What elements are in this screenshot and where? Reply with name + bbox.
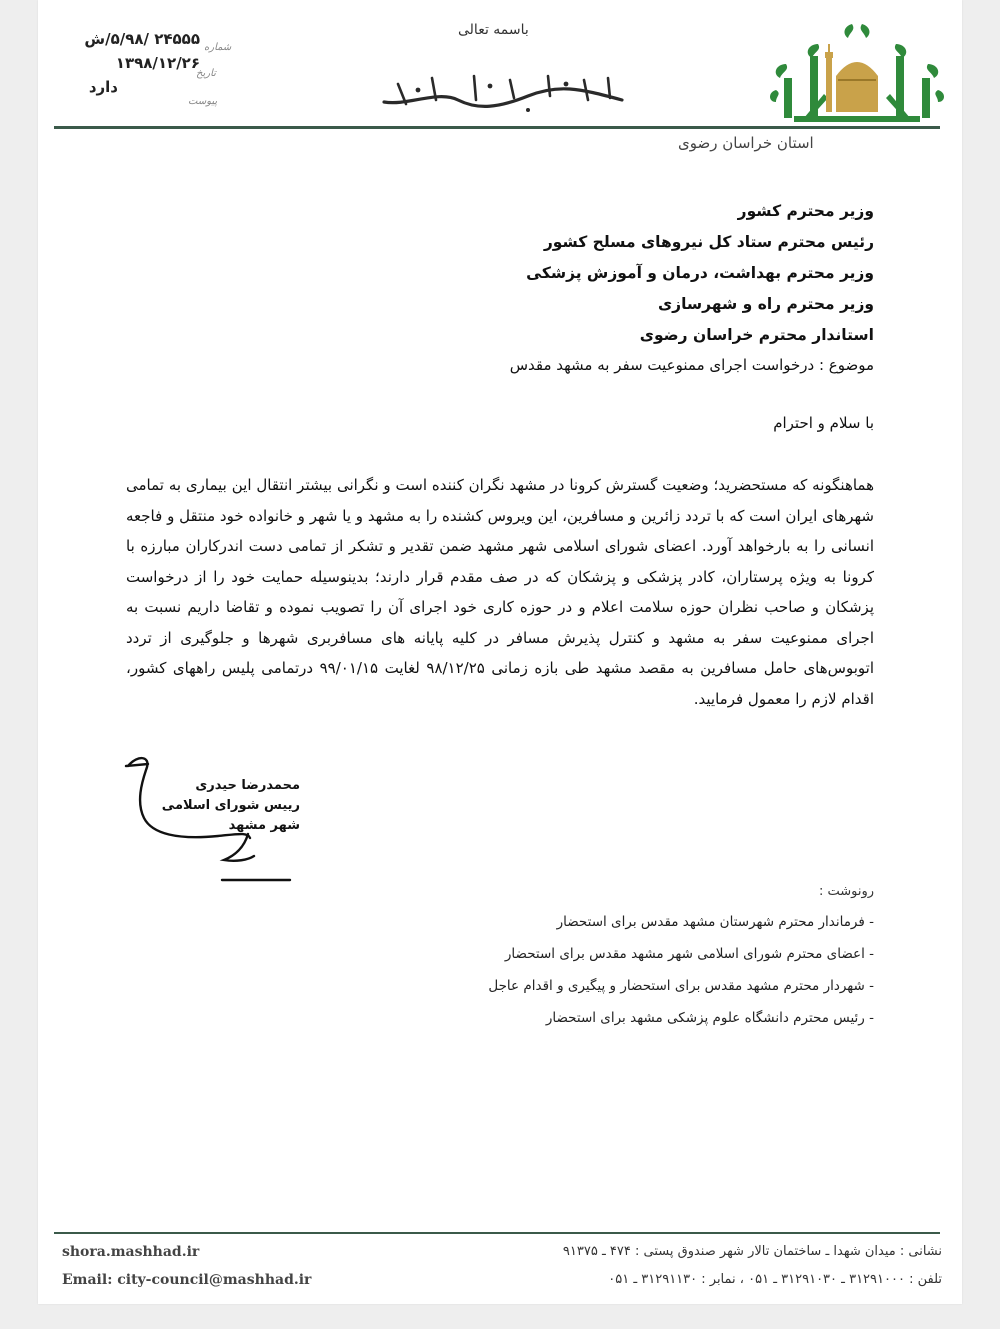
footer-phone: تلفن : ۳۱۲۹۱۰۰۰ ـ ۳۱۲۹۱۰۳۰ ـ ۰۵۱ ، نمابر : ۳۱۲۹۱۱۳۰ ـ ۰۵۱ <box>608 1272 942 1287</box>
addressee: رئیس محترم ستاد کل نیروهای مسلح کشور <box>543 233 874 251</box>
cc-title: رونوشت : <box>818 884 874 899</box>
addressee: وزیر محترم بهداشت، درمان و آموزش پزشکی <box>526 264 874 282</box>
cc-item: - اعضای محترم شورای اسلامی شهر مشهد مقدس برای استحضار <box>504 946 874 962</box>
footer-rule <box>54 1232 940 1234</box>
letter-number: ۲۴۵۵۵ /۵/۹۸/ش <box>84 30 200 48</box>
addressee: وزیر محترم کشور <box>737 202 874 220</box>
letter-page <box>38 0 962 1304</box>
footer-address: نشانی : میدان شهدا ـ ساختمان تالار شهر صندوق پستی : ۴۷۴ ـ ۹۱۳۷۵ <box>562 1244 942 1259</box>
tree-shrine-emblem-icon <box>764 18 950 126</box>
addressee: استاندار محترم خراسان رضوی <box>639 326 874 344</box>
addressee: وزیر محترم راه و شهرسازی <box>657 295 874 313</box>
council-logo <box>764 18 950 126</box>
cc-item: - رئیس محترم دانشگاه علوم پزشکی مشهد برای استحضار <box>545 1010 874 1026</box>
province-name: استان خراسان رضوی <box>678 134 814 152</box>
council-name-logotype <box>378 70 628 114</box>
cc-item: - شهردار محترم مشهد مقدس برای استحضار و پیگیری و اقدام عاجل <box>488 978 874 994</box>
date-label: تاریخ <box>196 68 216 79</box>
attachment-label: پیوست <box>188 96 218 107</box>
letter-body: هماهنگونه که مستحضرید؛ وضعیت گسترش کرونا در مشهد نگران کننده است و نگرانی بیشتر انتقال این بیماری به تمامی شهرهای ایران است که با تردد زائرین و مسافرین، این ویروس کشنده را به مشهد و یا شهر و خانواده خود منتقل و فاجعه انسانی را به بارخواهد آورد. اعضای شورای اسلامی شهر مشهد ضمن تقدیر و تشکر از تمامی دست اندرکاران مبارزه با کرونا به ویژه پرستاران، کادر پزشکی و پزشکان که در صف مقدم قرار دارند؛ بدینوسیله حمایت خود را از درخواست پزشکان و صاحب نظران حوزه سلامت اعلام و در حوزه کاری خود اجرای آن را تصویب نموده و تقاضا داریم نسبت به اجرای ممنوعیت سفر به مشهد و کنترل پذیرش مسافر در کلیه پایانه های مسافربری شهرها و جلوگیری از تردد اتوبوس‌های حامل مسافرین به مقصد مشهد طی بازه زمانی ۹۸/۱۲/۲۵ لغایت ۹۹/۰۱/۱۵ درتمامی پلیس راههای کشور، اقدام لازم را معمول فرمایید. <box>126 476 874 708</box>
cc-list <box>438 906 874 1034</box>
cc-item: - فرماندار محترم شهرستان مشهد مقدس برای استحضار <box>556 914 874 930</box>
letter-date: ۱۳۹۸/۱۲/۲۶ <box>115 54 200 72</box>
council-name-calligraphy <box>378 70 628 121</box>
letter-subject: موضوع : درخواست اجرای ممنوعیت سفر به مشهد مقدس <box>509 356 874 374</box>
basmala: باسمه تعالی <box>458 22 529 38</box>
attachment-value: دارد <box>88 78 118 96</box>
signature-block <box>128 776 300 836</box>
footer-website[interactable]: shora.mashhad.ir <box>62 1244 200 1260</box>
header-rule <box>54 126 940 129</box>
footer-email[interactable]: Email: city-council@mashhad.ir <box>62 1272 312 1288</box>
number-label: شماره <box>204 42 232 53</box>
signatory-name: محمدرضا حیدری <box>195 778 300 793</box>
letter-greeting: با سلام و احترام <box>773 414 874 432</box>
addressee-list <box>338 196 874 351</box>
signatory-title: رییس شورای اسلامی شهر مشهد <box>161 798 300 833</box>
